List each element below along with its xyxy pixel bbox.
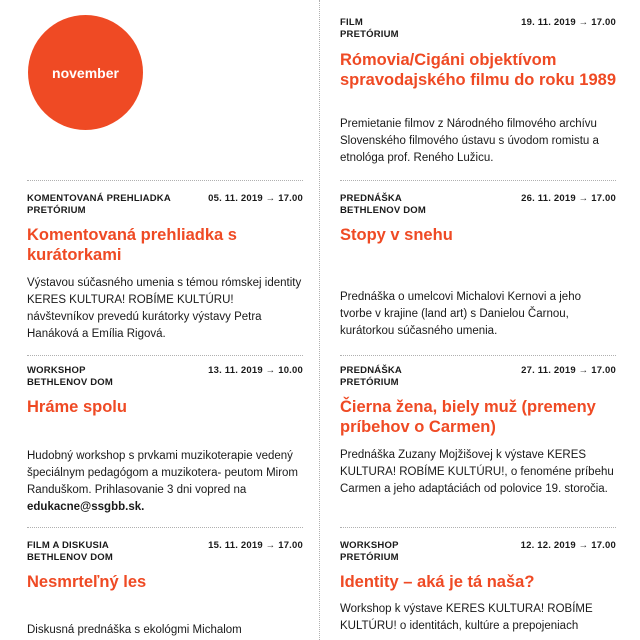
event-meta <box>340 365 616 391</box>
event-date: 19. 11. 2019 → 17.00 <box>521 17 616 28</box>
event-title: Hráme spolu <box>27 398 127 416</box>
event-type: FILM A DISKUSIA <box>27 540 109 551</box>
event-meta <box>27 193 303 219</box>
event-venue: PRETÓRIUM <box>340 29 399 40</box>
row-divider <box>27 180 303 181</box>
row-divider <box>340 180 616 181</box>
contact-email[interactable]: edukacne@ssgbb.sk. <box>27 501 145 513</box>
event-card[interactable] <box>340 17 616 177</box>
event-date: 12. 12. 2019 → 17.00 <box>520 540 616 551</box>
event-meta <box>340 540 616 566</box>
event-description: Diskusná prednáška s ekológmi Michalom <box>27 624 242 636</box>
event-venue: PRETÓRIUM <box>27 205 86 216</box>
row-divider <box>27 527 303 528</box>
event-card[interactable] <box>340 193 616 353</box>
event-description: Prednáška Zuzany Mojžišovej k výstave KERES KULTURA! ROBÍME KULTÚRU!, o fenoméne príbehu Carmen a jeho adaptáciách od polovice 19. storočia. <box>340 449 614 495</box>
event-title: Komentovaná prehliadka s kurátorkami <box>27 226 237 264</box>
event-description-text: Hudobný workshop s prvkami muzikoterapie vedený špeciálnym pedagógom a muzikotera- peutom Mirom Randuškom. Prihlasovanie 3 dni vopred na <box>27 450 299 496</box>
event-date: 15. 11. 2019 → 17.00 <box>208 540 303 551</box>
event-type: FILM <box>340 17 363 28</box>
event-type: WORKSHOP <box>340 540 399 551</box>
event-type: PREDNÁŠKA <box>340 193 402 204</box>
event-type: PREDNÁŠKA <box>340 365 402 376</box>
event-meta <box>27 365 303 391</box>
event-card[interactable] <box>27 365 303 530</box>
event-description: Výstavou súčasného umenia s témou rómskej identity KERES KULTURA! ROBÍME KULTÚRU! návštevníkov prevedú kurátorky výstavy Petra Hanáková a Emília Rigová. <box>27 277 302 340</box>
event-venue: BETHLENOV DOM <box>27 552 113 563</box>
event-title: Nesmrteľný les <box>27 573 147 591</box>
event-description <box>27 448 303 516</box>
event-card[interactable] <box>27 540 303 640</box>
row-divider <box>340 527 616 528</box>
event-title: Stopy v snehu <box>340 226 453 244</box>
month-badge <box>28 15 143 130</box>
event-type: KOMENTOVANÁ PREHLIADKA <box>27 193 171 204</box>
event-title: Identity – aká je tá naša? <box>340 573 535 591</box>
month-label: november <box>52 64 119 81</box>
event-card[interactable] <box>340 540 616 640</box>
event-title: Rómovia/Cigáni objektívom spravodajského filmu do roku 1989 <box>340 51 617 89</box>
column-divider <box>319 0 320 640</box>
event-description: Workshop k výstave KERES KULTURA! ROBÍME KULTÚRU! o identitách, kultúre a prepojeniach <box>340 603 593 632</box>
event-date: 27. 11. 2019 → 17.00 <box>521 365 616 376</box>
event-date: 05. 11. 2019 → 17.00 <box>208 193 303 204</box>
event-description: Prednáška o umelcovi Michalovi Kernovi a jeho tvorbe v krajine (land art) s Danielou Čarnou, kurátorkou súčasného umenia. <box>340 291 581 337</box>
event-venue: PRETÓRIUM <box>340 377 399 388</box>
event-venue: BETHLENOV DOM <box>27 377 113 388</box>
event-title: Čierna žena, biely muž (premeny príbehov o Carmen) <box>340 398 596 436</box>
event-card[interactable] <box>27 193 303 353</box>
event-venue: PRETÓRIUM <box>340 552 399 563</box>
event-meta <box>27 540 303 566</box>
event-card[interactable] <box>340 365 616 530</box>
event-date: 13. 11. 2019 → 10.00 <box>208 365 303 376</box>
event-meta <box>340 17 616 43</box>
row-divider <box>340 355 616 356</box>
event-date: 26. 11. 2019 → 17.00 <box>521 193 616 204</box>
event-venue: BETHLENOV DOM <box>340 205 426 216</box>
event-type: WORKSHOP <box>27 365 86 376</box>
row-divider <box>27 355 303 356</box>
event-meta <box>340 193 616 219</box>
event-description: Premietanie filmov z Národného filmového archívu Slovenského filmového ústavu s úvodom romistu a etnológa prof. Reného Lužicu. <box>340 118 599 164</box>
